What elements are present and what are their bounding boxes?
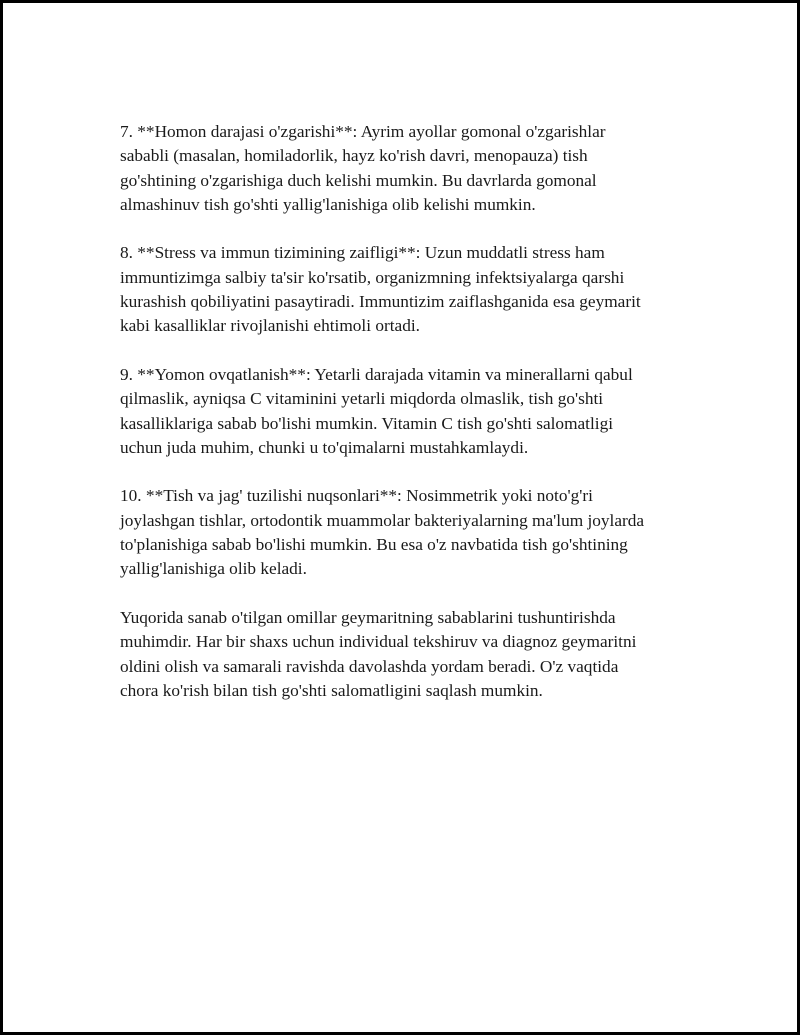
paragraph-item-9: 9. **Yomon ovqatlanish**: Yetarli darajada vitamin va minerallarni qabul qilmaslik, ayniqsa C vitaminini yetarli miqdorda olmaslik, tish go'shti kasalliklariga sabab bo'lishi mumkin. Vitamin C tish go'shti salomatligi uchun juda muhim, chunki u to'qimalarni mustahkamlaydi. (120, 364, 633, 457)
paragraph-item-7: 7. **Homon darajasi o'zgarishi**: Ayrim ayollar gomonal o'zgarishlar sababli (masalan, homiladorlik, hayz ko'rish davri, menopauza) tish go'shtining o'zgarishiga duch kelishi mumkin. Bu davrlarda gomonal almashinuv tish go'shti yallig'lanishiga olib kelishi mumkin. (120, 122, 606, 214)
document-body (120, 120, 690, 727)
paragraph-item-8: 8. **Stress va immun tizimining zaifligi**: Uzun muddatli stress ham immuntizimga salbiy ta'sir ko'rsatib, organizmning infektsiyalarga qarshi kurashish qobiliyatini pasaytiradi. Immuntizim zaiflashganida esa geymarit kabi kasalliklar rivojlanishi ehtimoli ortadi. (120, 243, 641, 336)
paragraph-item-10: 10. **Tish va jag' tuzilishi nuqsonlari**: Nosimmetrik yoki noto'g'ri joylashgan tishlar, ortodontik muammolar bakteriyalarning ma'lum joylarda to'planishiga sabab bo'lishi mumkin. Bu esa o'z navbatida tish go'shtining yallig'lanishiga olib keladi. (120, 486, 645, 579)
paragraph-conclusion: Yuqorida sanab o'tilgan omillar geymaritning sabablarini tushuntirishda muhimdir. Har bir shaxs uchun individual tekshiruv va diagnoz geymaritni oldini olish va samarali ravishda davolashda yordam beradi. O'z vaqtida chora ko'rish bilan tish go'shti salomatligini saqlash mumkin. (120, 607, 637, 700)
